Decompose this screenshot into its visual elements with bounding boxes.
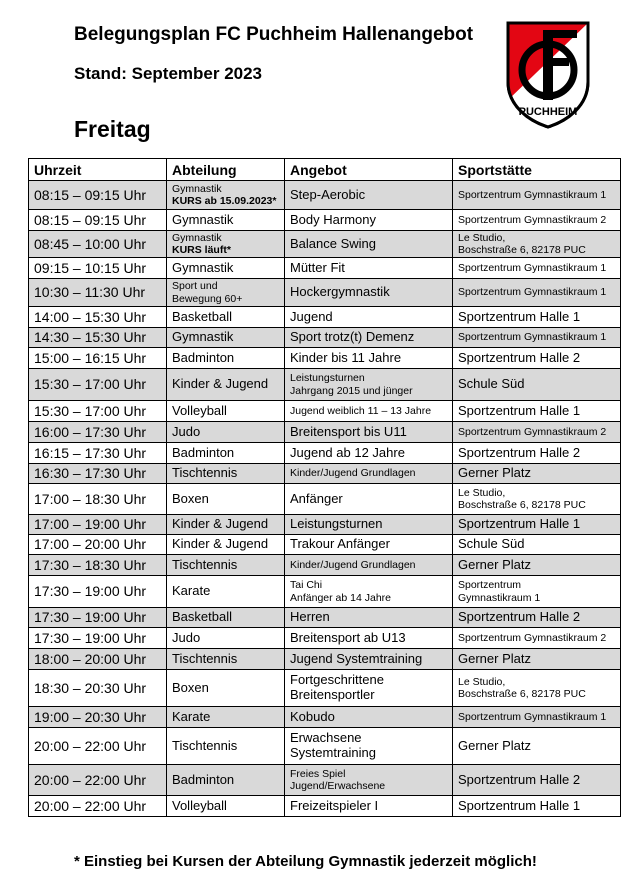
cell-offer	[285, 707, 453, 728]
cell-department-line: Tischtennis	[172, 556, 238, 572]
cell-offer	[285, 670, 453, 707]
cell-department-line: Boxen	[172, 679, 209, 695]
cell-time	[29, 422, 167, 443]
time-text: 08:15 – 09:15 Uhr	[34, 211, 147, 228]
cell-venue	[453, 328, 621, 348]
cell-department	[167, 348, 285, 369]
time-text: 15:00 – 16:15 Uhr	[34, 349, 147, 366]
cell-venue-line: Sportzentrum Gymnastikraum 2	[458, 425, 607, 438]
cell-venue	[453, 796, 621, 817]
time-text: 10:30 – 11:30 Uhr	[34, 284, 146, 301]
cell-venue	[453, 181, 621, 210]
cell-offer-line: Leistungsturnen	[290, 372, 365, 385]
weekday-heading: Freitag	[74, 116, 151, 142]
cell-department-line: KURS ab 15.09.2023*	[172, 195, 277, 207]
cell-venue-line: Schule Süd	[458, 376, 525, 392]
cell-offer-line: Kinder bis 11 Jahre	[290, 349, 402, 365]
cell-offer-line: Kinder/Jugend Grundlagen	[290, 558, 416, 571]
cell-offer-line: Jugend ab 12 Jahre	[290, 444, 405, 460]
time-text: 17:00 – 20:00 Uhr	[34, 536, 147, 553]
time-text: 17:30 – 19:00 Uhr	[34, 629, 147, 646]
cell-venue-line: Sportzentrum Halle 1	[458, 797, 581, 813]
table-row	[29, 728, 621, 765]
table-row	[29, 348, 621, 369]
cell-venue-line: Le Studio,	[458, 231, 506, 244]
cell-venue-line: Sportzentrum	[458, 579, 522, 592]
column-header-venue: Sportstätte	[453, 159, 621, 181]
cell-offer-line: Balance Swing	[290, 235, 376, 251]
cell-offer-line: Sport trotz(t) Demenz	[290, 329, 415, 345]
table-row	[29, 401, 621, 422]
cell-offer	[285, 181, 453, 210]
cell-department-line: Kinder & Jugend	[172, 516, 269, 532]
cell-venue-line: Sportzentrum Gymnastikraum 2	[458, 631, 607, 644]
cell-department-line: Badminton	[172, 444, 235, 460]
cell-venue	[453, 535, 621, 555]
cell-time	[29, 348, 167, 369]
table-row	[29, 649, 621, 670]
cell-department-line: Basketball	[172, 609, 232, 625]
cell-time	[29, 484, 167, 515]
cell-offer-line: Kobudo	[290, 708, 335, 724]
time-text: 18:00 – 20:00 Uhr	[34, 650, 147, 667]
cell-offer	[285, 258, 453, 279]
cell-department-line: Gymnastik	[172, 329, 234, 345]
cell-venue	[453, 307, 621, 328]
cell-offer-line: Trakour Anfänger	[290, 536, 390, 552]
time-text: 17:00 – 19:00 Uhr	[34, 516, 147, 533]
time-text: 09:15 – 10:15 Uhr	[34, 259, 147, 276]
cell-venue	[453, 279, 621, 307]
cell-venue-line: Gerner Platz	[458, 650, 531, 666]
cell-venue	[453, 422, 621, 443]
cell-department	[167, 707, 285, 728]
cell-offer-line: Anfänger	[290, 490, 343, 506]
cell-venue-line: Boschstraße 6, 82178 PUC	[458, 688, 586, 700]
cell-venue	[453, 464, 621, 484]
table-row	[29, 307, 621, 328]
cell-offer-line: Mütter Fit	[290, 259, 345, 275]
cell-time	[29, 576, 167, 608]
table-row	[29, 279, 621, 307]
cell-offer	[285, 628, 453, 649]
cell-department	[167, 210, 285, 231]
cell-venue-line: Sportzentrum Halle 1	[458, 308, 581, 324]
cell-time	[29, 670, 167, 707]
cell-department	[167, 796, 285, 817]
cell-venue-line: Sportzentrum Gymnastikraum 1	[458, 331, 607, 344]
cell-time	[29, 765, 167, 796]
cell-time	[29, 796, 167, 817]
cell-venue	[453, 348, 621, 369]
cell-offer-line: Step-Aerobic	[290, 186, 366, 202]
cell-offer	[285, 443, 453, 464]
cell-offer-line: Body Harmony	[290, 211, 376, 227]
cell-time	[29, 210, 167, 231]
cell-department	[167, 307, 285, 328]
cell-offer-line: Freies Spiel	[290, 767, 346, 780]
cell-offer	[285, 348, 453, 369]
cell-venue-line: Sportzentrum Gymnastikraum 1	[458, 710, 607, 723]
cell-department-line: Kinder & Jugend	[172, 376, 269, 392]
cell-venue	[453, 484, 621, 515]
cell-offer-line: Hockergymnastik	[290, 284, 390, 300]
document-title: Belegungsplan FC Puchheim Hallenangebot	[74, 24, 474, 45]
cell-department	[167, 628, 285, 649]
cell-time	[29, 231, 167, 258]
cell-venue-line: Sportzentrum Halle 2	[458, 349, 581, 365]
cell-department-line: Gymnastik	[172, 259, 234, 275]
cell-venue-line: Gerner Platz	[458, 737, 531, 753]
cell-offer-line: Kinder/Jugend Grundlagen	[290, 467, 416, 480]
cell-venue	[453, 369, 621, 401]
cell-venue	[453, 258, 621, 279]
cell-offer	[285, 279, 453, 307]
cell-offer	[285, 210, 453, 231]
cell-offer-line: Herren	[290, 609, 330, 625]
cell-department	[167, 555, 285, 576]
cell-department	[167, 443, 285, 464]
cell-venue	[453, 231, 621, 258]
cell-offer-line: Jugend	[290, 308, 333, 324]
cell-department-line: Judo	[172, 423, 201, 439]
fc-puchheim-logo	[505, 20, 591, 130]
cell-department	[167, 369, 285, 401]
cell-venue	[453, 608, 621, 628]
cell-offer	[285, 728, 453, 765]
cell-venue-line: Sportzentrum Gymnastikraum 1	[458, 188, 607, 201]
table-row	[29, 422, 621, 443]
cell-offer	[285, 576, 453, 608]
time-text: 17:30 – 19:00 Uhr	[34, 583, 147, 600]
cell-department-line: Judo	[172, 629, 201, 645]
cell-venue-line: Sportzentrum Halle 2	[458, 609, 581, 625]
cell-department-line: Gymnastik	[172, 211, 234, 227]
cell-department-line: Sport und	[172, 280, 218, 293]
cell-venue	[453, 707, 621, 728]
time-text: 19:00 – 20:30 Uhr	[34, 708, 147, 725]
cell-department	[167, 258, 285, 279]
cell-department	[167, 464, 285, 484]
cell-time	[29, 728, 167, 765]
cell-department-line: KURS läuft*	[172, 244, 231, 256]
cell-venue	[453, 555, 621, 576]
cell-department-line: Badminton	[172, 349, 235, 365]
cell-time	[29, 307, 167, 328]
cell-offer	[285, 765, 453, 796]
cell-offer-line: Jugend weiblich 11 – 13 Jahre	[290, 404, 432, 417]
cell-offer	[285, 515, 453, 535]
column-header-time: Uhrzeit	[29, 159, 167, 181]
cell-offer	[285, 328, 453, 348]
cell-offer-line: Leistungsturnen	[290, 516, 383, 532]
cell-offer-line: Jugend/Erwachsene	[290, 780, 386, 792]
cell-venue-line: Le Studio,	[458, 486, 506, 499]
cell-venue	[453, 765, 621, 796]
cell-department-line: Tischtennis	[172, 737, 238, 753]
cell-department-line: Volleyball	[172, 797, 227, 813]
time-text: 14:00 – 15:30 Uhr	[34, 308, 147, 325]
schedule-rows	[29, 181, 621, 817]
cell-offer-line: Tai Chi	[290, 579, 323, 592]
cell-department-line: Boxen	[172, 490, 209, 506]
logo-text: PUCHHEIM	[518, 106, 578, 118]
cell-offer	[285, 555, 453, 576]
table-row	[29, 258, 621, 279]
cell-venue-line: Gerner Platz	[458, 465, 531, 481]
cell-offer-line: Jugend Systemtraining	[290, 650, 423, 666]
cell-department	[167, 279, 285, 307]
table-row	[29, 231, 621, 258]
time-text: 08:15 – 09:15 Uhr	[34, 186, 147, 203]
cell-offer	[285, 422, 453, 443]
cell-venue-line: Sportzentrum Gymnastikraum 1	[458, 286, 607, 299]
cell-venue	[453, 628, 621, 649]
cell-department-line: Gymnastik	[172, 182, 222, 195]
time-text: 20:00 – 22:00 Uhr	[34, 797, 147, 814]
table-row	[29, 555, 621, 576]
cell-department-line: Tischtennis	[172, 465, 238, 481]
time-text: 20:00 – 22:00 Uhr	[34, 771, 147, 788]
table-row	[29, 535, 621, 555]
table-row	[29, 464, 621, 484]
cell-offer-line: Anfänger ab 14 Jahre	[290, 591, 391, 604]
cell-department	[167, 484, 285, 515]
column-header-offer: Angebot	[285, 159, 453, 181]
cell-venue	[453, 728, 621, 765]
cell-venue-line: Boschstraße 6, 82178 PUC	[458, 499, 586, 511]
cell-venue	[453, 515, 621, 535]
cell-department	[167, 231, 285, 258]
time-text: 16:00 – 17:30 Uhr	[34, 423, 147, 440]
cell-venue-line: Sportzentrum Gymnastikraum 2	[458, 213, 607, 226]
time-text: 18:30 – 20:30 Uhr	[34, 679, 147, 696]
cell-department	[167, 728, 285, 765]
footnote: * Einstieg bei Kursen der Abteilung Gymnastik jederzeit möglich!	[74, 853, 537, 870]
cell-venue	[453, 670, 621, 707]
cell-time	[29, 515, 167, 535]
cell-department	[167, 422, 285, 443]
cell-time	[29, 443, 167, 464]
cell-offer	[285, 608, 453, 628]
cell-time	[29, 328, 167, 348]
cell-time	[29, 181, 167, 210]
cell-offer-line: Breitensport bis U11	[290, 423, 407, 439]
cell-offer	[285, 649, 453, 670]
cell-time	[29, 649, 167, 670]
cell-offer-line: Fortgeschrittene	[290, 672, 384, 688]
time-text: 15:30 – 17:00 Uhr	[34, 402, 147, 419]
cell-time	[29, 707, 167, 728]
cell-venue	[453, 210, 621, 231]
cell-department	[167, 670, 285, 707]
time-text: 17:30 – 19:00 Uhr	[34, 609, 147, 626]
cell-venue-line: Sportzentrum Halle 1	[458, 402, 581, 418]
table-row	[29, 181, 621, 210]
cell-department-line: Karate	[172, 583, 211, 599]
cell-department-line: Bewegung 60+	[172, 292, 243, 305]
table-row	[29, 210, 621, 231]
table-header-row	[29, 159, 621, 181]
cell-venue	[453, 443, 621, 464]
cell-department-line: Kinder & Jugend	[172, 536, 269, 552]
cell-venue-line: Le Studio,	[458, 675, 506, 688]
cell-offer	[285, 484, 453, 515]
time-text: 16:15 – 17:30 Uhr	[34, 444, 147, 461]
cell-time	[29, 258, 167, 279]
table-row	[29, 576, 621, 608]
cell-venue	[453, 576, 621, 608]
table-row	[29, 628, 621, 649]
cell-department	[167, 181, 285, 210]
schedule-table	[28, 158, 621, 817]
time-text: 14:30 – 15:30 Uhr	[34, 329, 147, 346]
cell-offer	[285, 464, 453, 484]
cell-time	[29, 369, 167, 401]
cell-venue-line: Sportzentrum Halle 1	[458, 516, 581, 532]
cell-venue-line: Sportzentrum Halle 2	[458, 771, 581, 787]
cell-time	[29, 628, 167, 649]
cell-venue-line: Sportzentrum Halle 2	[458, 444, 581, 460]
table-row	[29, 707, 621, 728]
cell-time	[29, 401, 167, 422]
cell-department	[167, 608, 285, 628]
cell-offer	[285, 535, 453, 555]
cell-department-line: Badminton	[172, 771, 235, 787]
cell-offer-line: Systemtraining	[290, 745, 376, 760]
column-header-department: Abteilung	[167, 159, 285, 181]
time-text: 20:00 – 22:00 Uhr	[34, 737, 147, 754]
cell-department	[167, 515, 285, 535]
cell-venue-line: Schule Süd	[458, 536, 525, 552]
table-row	[29, 484, 621, 515]
table-row	[29, 670, 621, 707]
cell-time	[29, 535, 167, 555]
cell-department	[167, 576, 285, 608]
cell-offer-line: Breitensportler	[290, 687, 375, 702]
cell-department	[167, 649, 285, 670]
cell-department-line: Karate	[172, 708, 211, 724]
cell-offer	[285, 401, 453, 422]
cell-venue-line: Gerner Platz	[458, 556, 531, 572]
cell-offer-line: Breitensport ab U13	[290, 629, 406, 645]
table-row	[29, 796, 621, 817]
cell-department-line: Gymnastik	[172, 231, 222, 244]
table-row	[29, 443, 621, 464]
cell-offer	[285, 231, 453, 258]
table-row	[29, 369, 621, 401]
cell-venue-line: Sportzentrum Gymnastikraum 1	[458, 261, 607, 274]
table-row	[29, 515, 621, 535]
table-row	[29, 765, 621, 796]
cell-offer-line: Erwachsene	[290, 730, 362, 746]
cell-venue	[453, 649, 621, 670]
cell-time	[29, 464, 167, 484]
time-text: 17:30 – 18:30 Uhr	[34, 556, 147, 573]
cell-time	[29, 608, 167, 628]
cell-time	[29, 279, 167, 307]
cell-offer	[285, 307, 453, 328]
cell-offer	[285, 796, 453, 817]
cell-venue	[453, 401, 621, 422]
cell-time	[29, 555, 167, 576]
cell-department	[167, 765, 285, 796]
cell-venue-line: Boschstraße 6, 82178 PUC	[458, 244, 586, 256]
time-text: 15:30 – 17:00 Uhr	[34, 376, 147, 393]
cell-department	[167, 535, 285, 555]
cell-department-line: Volleyball	[172, 402, 227, 418]
cell-offer-line: Jahrgang 2015 und jünger	[290, 384, 413, 397]
cell-department	[167, 328, 285, 348]
cell-venue-line: Gymnastikraum 1	[458, 591, 541, 604]
time-text: 16:30 – 17:30 Uhr	[34, 465, 147, 482]
cell-offer-line: Freizeitspieler I	[290, 797, 379, 813]
document-date: Stand: September 2023	[74, 64, 263, 83]
time-text: 08:45 – 10:00 Uhr	[34, 235, 147, 252]
table-row	[29, 328, 621, 348]
table-row	[29, 608, 621, 628]
cell-offer	[285, 369, 453, 401]
cell-department-line: Basketball	[172, 308, 232, 324]
cell-department	[167, 401, 285, 422]
time-text: 17:00 – 18:30 Uhr	[34, 490, 147, 507]
cell-department-line: Tischtennis	[172, 650, 238, 666]
